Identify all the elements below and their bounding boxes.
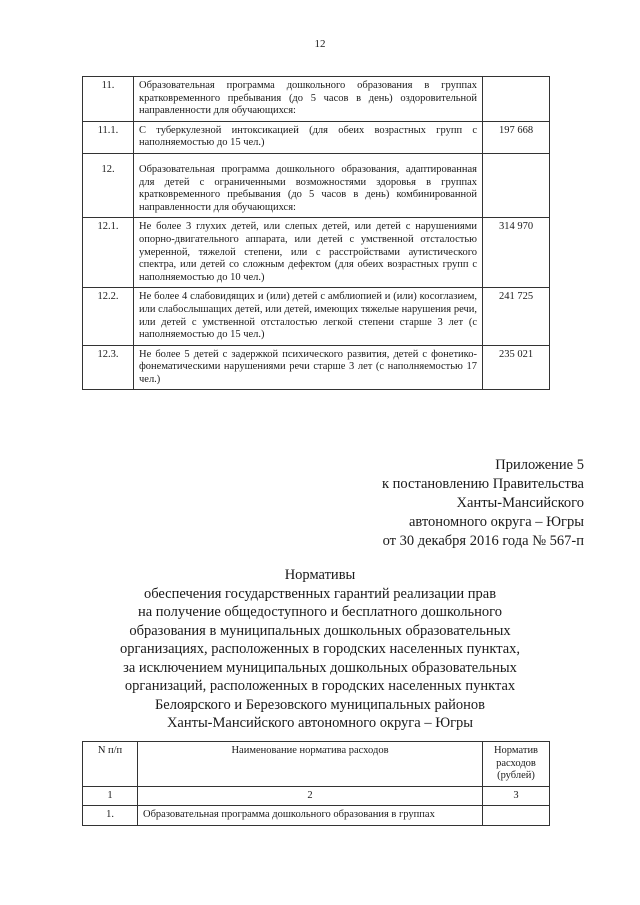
table-row xyxy=(83,218,550,288)
heading-title: Нормативы xyxy=(284,567,356,583)
row-number: 12.1. xyxy=(83,218,134,288)
heading-line: организаций, расположенных в городских населенных пунктах xyxy=(124,678,516,694)
row-description: С туберкулезной интоксикацией (для обеих возрастных групп с наполняемостью до 15 чел.) xyxy=(134,121,483,153)
row-value xyxy=(483,153,550,217)
header-number: N п/п xyxy=(83,742,138,787)
row-number: 11.1. xyxy=(83,121,134,153)
row-number: 12.2. xyxy=(83,288,134,345)
row-description: Не более 5 детей с задержкой психического развития, детей с фонетико-фонематическими нарушениями речи старше 3 лет (с наполняемостью 17 чел.) xyxy=(134,345,483,390)
heading-line: за исключением муниципальных дошкольных образовательных xyxy=(123,659,517,676)
row-value xyxy=(483,77,550,122)
row-number: 12.3. xyxy=(83,345,134,390)
table-header-row xyxy=(83,742,550,787)
document-heading xyxy=(80,566,560,733)
row-value: 197 668 xyxy=(483,121,550,153)
appendix-line: автономного округа – Югры xyxy=(408,514,584,530)
row-number: 11. xyxy=(83,77,134,122)
column-number: 3 xyxy=(483,786,550,806)
row-description: Образовательная программа дошкольного образования в группах xyxy=(138,806,483,826)
appendix-line: Ханты-Мансийского xyxy=(456,495,584,511)
table-row xyxy=(83,121,550,153)
column-number: 1 xyxy=(83,786,138,806)
row-description: Не более 4 слабовидящих и (или) детей с амблиопией и (или) косоглазием, или слабослышащих детей, или детей, имеющих тяжелые нарушения речи, или детей с умственной отсталостью легкой степени старше 3 лет (с наполняемостью до 15 чел.) xyxy=(134,288,483,345)
page-number: 12 xyxy=(314,38,326,50)
row-number: 1. xyxy=(83,806,138,826)
row-description: Образовательная программа дошкольного образования, адаптированная для детей с ограниченными возможностями здоровья в группах кратковременного пребывания (до 5 часов в день) комбинированной направленности для обучающихся: xyxy=(134,153,483,217)
row-value: 241 725 xyxy=(483,288,550,345)
heading-line: организациях, расположенных в городских населенных пунктах, xyxy=(119,641,521,657)
appendix-block xyxy=(382,456,584,551)
table-row xyxy=(83,345,550,390)
row-value: 314 970 xyxy=(483,218,550,288)
norms-table xyxy=(82,741,550,826)
table-row xyxy=(83,806,550,826)
norms-table-continued xyxy=(82,76,550,390)
table-row xyxy=(83,288,550,345)
row-description: Образовательная программа дошкольного образования в группах кратковременного пребывания (до 5 часов в день) оздоровительной направленности для обучающихся: xyxy=(134,77,483,122)
row-number: 12. xyxy=(83,153,134,217)
row-value: 235 021 xyxy=(483,345,550,390)
heading-line: Белоярского и Березовского муниципальных районов xyxy=(154,696,486,713)
appendix-line: к постановлению Правительства xyxy=(382,476,584,492)
row-description: Не более 3 глухих детей, или слепых детей, или детей с нарушениями опорно-двигательного аппарата, или детей с умственной отсталостью умеренной, тяжелой степени, или с расстройствами аутистического спектра, или детей со сложным дефектом (для обеих возрастных групп с наполняемостью до 10 чел.) xyxy=(134,218,483,288)
heading-line: обеспечения государственных гарантий реализации прав xyxy=(143,585,497,602)
table-row xyxy=(83,77,550,122)
row-value xyxy=(483,806,550,826)
header-name: Наименование норматива расходов xyxy=(138,742,483,787)
table-row xyxy=(83,153,550,217)
heading-line: на получение общедоступного и бесплатного дошкольного xyxy=(137,604,503,620)
appendix-date: от 30 декабря 2016 года № 567-п xyxy=(382,533,584,549)
heading-line: образования в муниципальных дошкольных образовательных xyxy=(129,622,511,639)
column-number: 2 xyxy=(138,786,483,806)
heading-line: Ханты-Мансийского автономного округа – Югры xyxy=(166,715,474,731)
header-value: Норматив расходов (рублей) xyxy=(483,742,550,787)
appendix-title: Приложение 5 xyxy=(495,457,584,473)
column-numbers-row xyxy=(83,786,550,806)
